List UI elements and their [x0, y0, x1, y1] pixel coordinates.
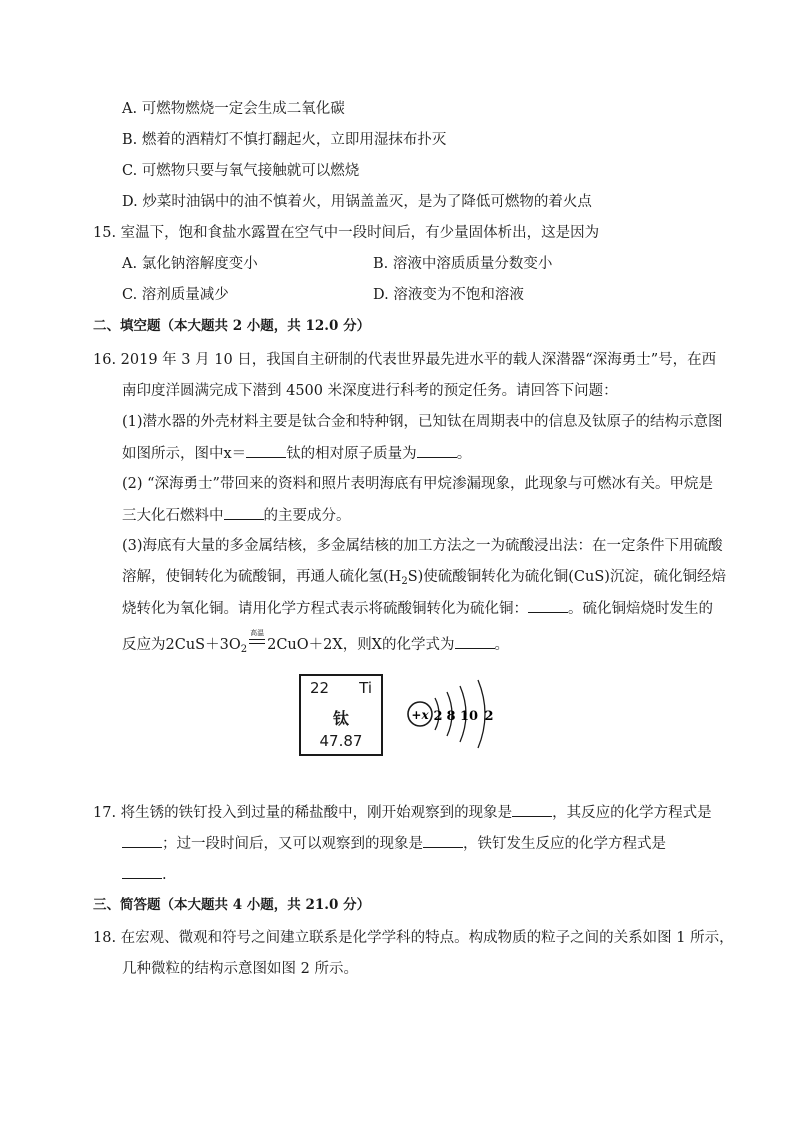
- q16-line-8-a: 溶解，使铜转化为硫酸铜，再通人硫化氢(H: [122, 569, 402, 585]
- q16-line-4-c: 。: [456, 446, 472, 462]
- q17-line-2-b: ，铁钉发生反应的化学方程式是: [463, 836, 666, 852]
- answer-blank: [423, 833, 463, 848]
- q16-line-1: 16. 2019 年 3 月 10 日，我国自主研制的代表世界最先进水平的载人深潜器“深海勇士”号，在西: [93, 352, 717, 368]
- answer-blank: [455, 634, 495, 649]
- q16-line-9-a: 烧转化为氧化铜。请用化学方程式表示将硫酸铜转化为硫化铜：: [122, 601, 528, 617]
- answer-blank: [122, 864, 162, 879]
- q16-line-6-a: 三大化石燃料中: [122, 508, 224, 524]
- q18-line-1: 18. 在宏观、微观和符号之间建立联系是化学学科的特点。构成物质的粒子之间的关系如图 1 所示，: [93, 930, 734, 946]
- q15-stem: 15. 室温下，饱和食盐水露置在空气中一段时间后，有少量固体析出，这是因为: [93, 225, 600, 241]
- q16-line-10: [122, 629, 510, 660]
- reaction-condition: 高温: [250, 629, 265, 637]
- titanium-atom-structure-diagram: [402, 672, 512, 756]
- nucleus-charge: +x: [411, 708, 429, 722]
- atomic-number: 22: [310, 679, 330, 697]
- q17-line-1-b: ，其反应的化学方程式是: [552, 805, 712, 821]
- answer-blank: [224, 505, 264, 520]
- q14-option-a: A. 可燃物燃烧一定会生成二氧化碳: [122, 101, 345, 117]
- q17-line-2: [122, 833, 666, 854]
- q16-line-5: (2) “深海勇士”带回来的资料和照片表明海底有甲烷渗漏现象，此现象与可燃冰有关。甲烷是: [122, 476, 713, 492]
- q16-line-4-a: 如图所示，图中x＝: [122, 446, 247, 462]
- q16-line-4: [122, 443, 471, 464]
- titanium-periodic-cell: [299, 674, 383, 756]
- q15-option-a: A. 氯化钠溶解度变小: [122, 256, 258, 272]
- reaction-arrow: [247, 629, 267, 649]
- answer-blank: [122, 833, 162, 848]
- element-name: 钛: [332, 709, 349, 728]
- q16-line-10-b: 2CuO＋2X，则X的化学式为: [267, 637, 455, 653]
- q14-option-d: D. 炒菜时油锅中的油不慎着火，用锅盖盖灭，是为了降低可燃物的着火点: [122, 194, 592, 210]
- q16-line-6-b: 的主要成分。: [263, 508, 351, 524]
- q16-line-7: (3)海底有大量的多金属结核，多金属结核的加工方法之一为硫酸浸出法：在一定条件下用硫酸: [122, 538, 723, 554]
- answer-blank: [512, 802, 552, 817]
- q16-line-8: [122, 567, 726, 592]
- q17-line-2-a: ；过一段时间后，又可以观察到的现象是: [162, 836, 423, 852]
- q18-line-2: 几种微粒的结构示意图如图 2 所示。: [122, 961, 358, 977]
- element-symbol: Ti: [359, 679, 372, 697]
- q16-line-8-b: S)使硫酸铜转化为硫化铜(CuS)沉淀，硫化铜经焙: [407, 569, 726, 585]
- answer-blank: [528, 598, 568, 613]
- electron-count: 2: [433, 709, 443, 724]
- electron-count: 10: [459, 709, 479, 724]
- electron-count: 2: [484, 709, 494, 724]
- q15-option-d: D. 溶液变为不饱和溶液: [373, 287, 524, 303]
- q15-option-b: B. 溶液中溶质质量分数变小: [373, 256, 553, 272]
- q16-line-3: (1)潜水器的外壳材料主要是钛合金和特种钢，已知钛在周期表中的信息及钛原子的结构示意图: [122, 414, 723, 430]
- section-fill-in-heading: 二、填空题（本大题共 2 小题，共 12.0 分）: [93, 318, 371, 334]
- answer-blank: [246, 443, 286, 458]
- subscript: 2: [401, 576, 408, 587]
- q16-line-4-b: 钛的相对原子质量为: [286, 446, 417, 462]
- q17-line-1-a: 17. 将生锈的铁钉投入到过量的稀盐酸中，刚开始观察到的现象是: [93, 805, 513, 821]
- section-short-answer-heading: 三、简答题（本大题共 4 小题，共 21.0 分）: [93, 897, 371, 913]
- electron-count: 8: [446, 709, 456, 724]
- q16-line-10-c: 。: [494, 637, 510, 653]
- q17-line-3: [122, 864, 167, 885]
- q16-line-9: [122, 598, 713, 619]
- q16-line-6: [122, 505, 351, 526]
- q17-line-1: [93, 802, 712, 823]
- q15-option-c: C. 溶剂质量减少: [122, 287, 229, 303]
- q16-line-9-b: 。硫化铜焙烧时发生的: [568, 601, 713, 617]
- q16-line-10-a: 反应为2CuS＋3O: [122, 637, 241, 653]
- q17-line-3-end: .: [162, 867, 167, 883]
- atomic-mass: 47.87: [319, 732, 363, 750]
- q14-option-c: C. 可燃物只要与氧气接触就可以燃烧: [122, 163, 360, 179]
- answer-blank: [417, 443, 457, 458]
- q16-line-2: 南印度洋圆满完成下潜到 4500 米深度进行科考的预定任务。请回答下问题：: [122, 383, 618, 399]
- q14-option-b: B. 燃着的酒精灯不慎打翻起火，立即用湿抹布扑灭: [122, 132, 447, 148]
- subscript: 2: [240, 644, 248, 655]
